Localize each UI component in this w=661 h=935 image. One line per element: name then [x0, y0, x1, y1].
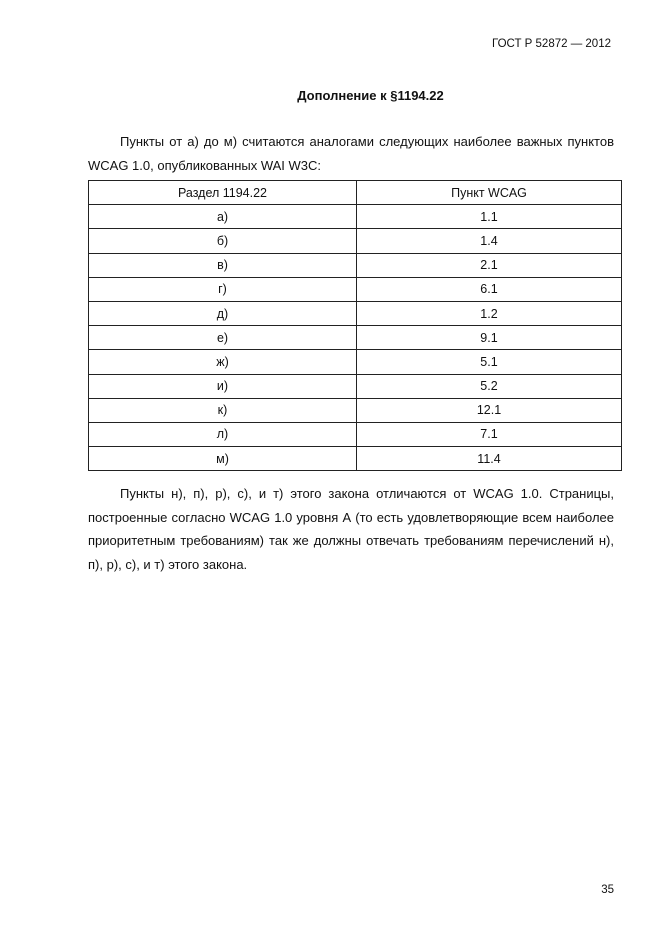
table-row — [89, 253, 622, 277]
wcag-cell: 2.1 — [357, 253, 622, 277]
section-cell: к) — [89, 398, 357, 422]
table-row — [89, 229, 622, 253]
closing-text: Пункты н), п), р), с), и т) этого закона отличаются от WCAG 1.0. Страницы, построенные согласно WCAG 1.0 уровня А (то есть удовлетворяющие всем наиболее приоритетным требованиям) так же должны отвечать требованиям перечислений н), п), р), с), и т) этого закона. — [88, 486, 614, 572]
table-row — [89, 398, 622, 422]
table-row — [89, 422, 622, 446]
table-row — [89, 447, 622, 471]
section-cell: г) — [89, 277, 357, 301]
column-header-wcag: Пункт WCAG — [357, 181, 622, 205]
section-cell: ж) — [89, 350, 357, 374]
wcag-cell: 7.1 — [357, 422, 622, 446]
wcag-cell: 12.1 — [357, 398, 622, 422]
wcag-cell: 11.4 — [357, 447, 622, 471]
wcag-cell: 9.1 — [357, 326, 622, 350]
wcag-cell: 1.1 — [357, 205, 622, 229]
section-cell: м) — [89, 447, 357, 471]
wcag-cell: 5.2 — [357, 374, 622, 398]
table-row — [89, 205, 622, 229]
closing-paragraph — [88, 482, 614, 576]
table-row — [89, 350, 622, 374]
document-header: ГОСТ Р 52872 — 2012 — [492, 38, 611, 50]
table-row — [89, 277, 622, 301]
section-cell: л) — [89, 422, 357, 446]
section-cell: в) — [89, 253, 357, 277]
section-cell: и) — [89, 374, 357, 398]
wcag-cell: 6.1 — [357, 277, 622, 301]
wcag-cell: 1.2 — [357, 301, 622, 325]
section-cell: а) — [89, 205, 357, 229]
table-row — [89, 374, 622, 398]
wcag-cell: 1.4 — [357, 229, 622, 253]
page-number: 35 — [601, 884, 614, 896]
table-body — [89, 205, 622, 471]
mapping-table — [88, 180, 622, 471]
intro-text: Пункты от а) до м) считаются аналогами следующих наиболее важных пунктов WCAG 1.0, опубликованных WAI W3C: — [88, 134, 614, 173]
intro-paragraph — [88, 130, 614, 177]
table-row — [89, 301, 622, 325]
section-cell: д) — [89, 301, 357, 325]
wcag-cell: 5.1 — [357, 350, 622, 374]
table-header-row — [89, 181, 622, 205]
section-title: Дополнение к §1194.22 — [297, 88, 444, 103]
table-row — [89, 326, 622, 350]
section-cell: е) — [89, 326, 357, 350]
column-header-section: Раздел 1194.22 — [89, 181, 357, 205]
section-cell: б) — [89, 229, 357, 253]
